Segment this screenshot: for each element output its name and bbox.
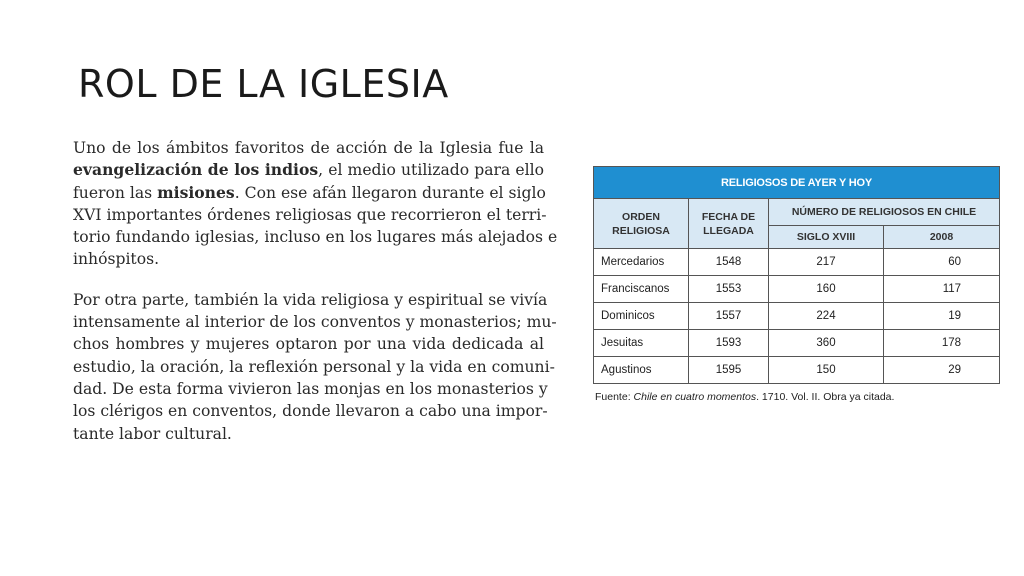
bold-phrase: misiones [157, 182, 235, 202]
order-cell: Agustinos [594, 357, 689, 384]
xviii-cell: 160 [769, 276, 884, 303]
text-fragment: . Con ese afán llegaron durante el siglo [234, 183, 546, 202]
source-title: Chile en cuatro momentos [633, 391, 757, 403]
column-header-arrival-date: FECHA DE LLEGADA [689, 199, 769, 249]
xviii-cell: 360 [769, 330, 884, 357]
table-row [594, 330, 1000, 357]
text-line: inhóspitos. [73, 250, 160, 269]
column-header-2008: 2008 [884, 226, 1000, 249]
column-header-order: ORDEN RELIGIOSA [594, 199, 689, 249]
religious-orders-table [593, 166, 1000, 384]
order-cell: Dominicos [594, 303, 689, 330]
y2008-cell: 29 [884, 357, 1000, 384]
text-fragment: , el medio utilizado para ello [318, 161, 545, 180]
y2008-cell: 178 [884, 330, 1000, 357]
text-line: intensamente al interior de los conventos y monasterios; mu- [73, 313, 557, 332]
table-row [594, 303, 1000, 330]
table-row [594, 249, 1000, 276]
text-line: estudio, la oración, la reflexión personal y la vida en comuni- [73, 357, 555, 376]
text-line: dad. De esta forma vivieron las monjas en los monasterios y [73, 379, 548, 398]
xviii-cell: 224 [769, 303, 884, 330]
order-cell: Mercedarios [594, 249, 689, 276]
column-header-number-of-religious: NÚMERO DE RELIGIOSOS EN CHILE [769, 199, 1000, 226]
text-line: tante labor cultural. [73, 424, 232, 443]
source-prefix: Fuente: [595, 391, 634, 403]
text-line: torio fundando iglesias, incluso en los lugares más alejados e [73, 228, 558, 247]
date-cell: 1593 [689, 330, 769, 357]
text-fragment: fueron las [73, 183, 158, 202]
table-row [594, 276, 1000, 303]
body-text [73, 137, 558, 445]
column-header-siglo-xviii: SIGLO XVIII [769, 226, 884, 249]
y2008-cell: 60 [884, 249, 1000, 276]
date-cell: 1557 [689, 303, 769, 330]
date-cell: 1553 [689, 276, 769, 303]
xviii-cell: 150 [769, 357, 884, 384]
bold-phrase: evangelización de los indios [73, 160, 319, 180]
source-note [595, 391, 894, 403]
paragraph-1 [73, 137, 558, 271]
text-line [73, 182, 544, 204]
text-line: XVI importantes órdenes religiosas que recorrieron el terri- [73, 205, 547, 224]
paragraph-2 [73, 289, 557, 445]
y2008-cell: 117 [884, 276, 1000, 303]
table-caption: RELIGIOSOS DE AYER Y HOY [594, 167, 1000, 199]
table-row [594, 357, 1000, 384]
y2008-cell: 19 [884, 303, 1000, 330]
order-cell: Jesuitas [594, 330, 689, 357]
text-line: los clérigos en conventos, donde llevaron a cabo una impor- [73, 402, 548, 421]
text-line: Por otra parte, también la vida religiosa y espiritual se vivía [73, 290, 548, 309]
source-suffix: . 1710. Vol. II. Obra ya citada. [756, 391, 895, 403]
text-line: Uno de los ámbitos favoritos de acción de la Iglesia fue la [73, 139, 544, 157]
order-cell: Franciscanos [594, 276, 689, 303]
text-line: chos hombres y mujeres optaron por una vida dedicada al [73, 335, 544, 354]
text-line [73, 159, 544, 181]
slide-title: ROL DE LA IGLESIA [78, 62, 449, 106]
date-cell: 1595 [689, 357, 769, 384]
xviii-cell: 217 [769, 249, 884, 276]
date-cell: 1548 [689, 249, 769, 276]
